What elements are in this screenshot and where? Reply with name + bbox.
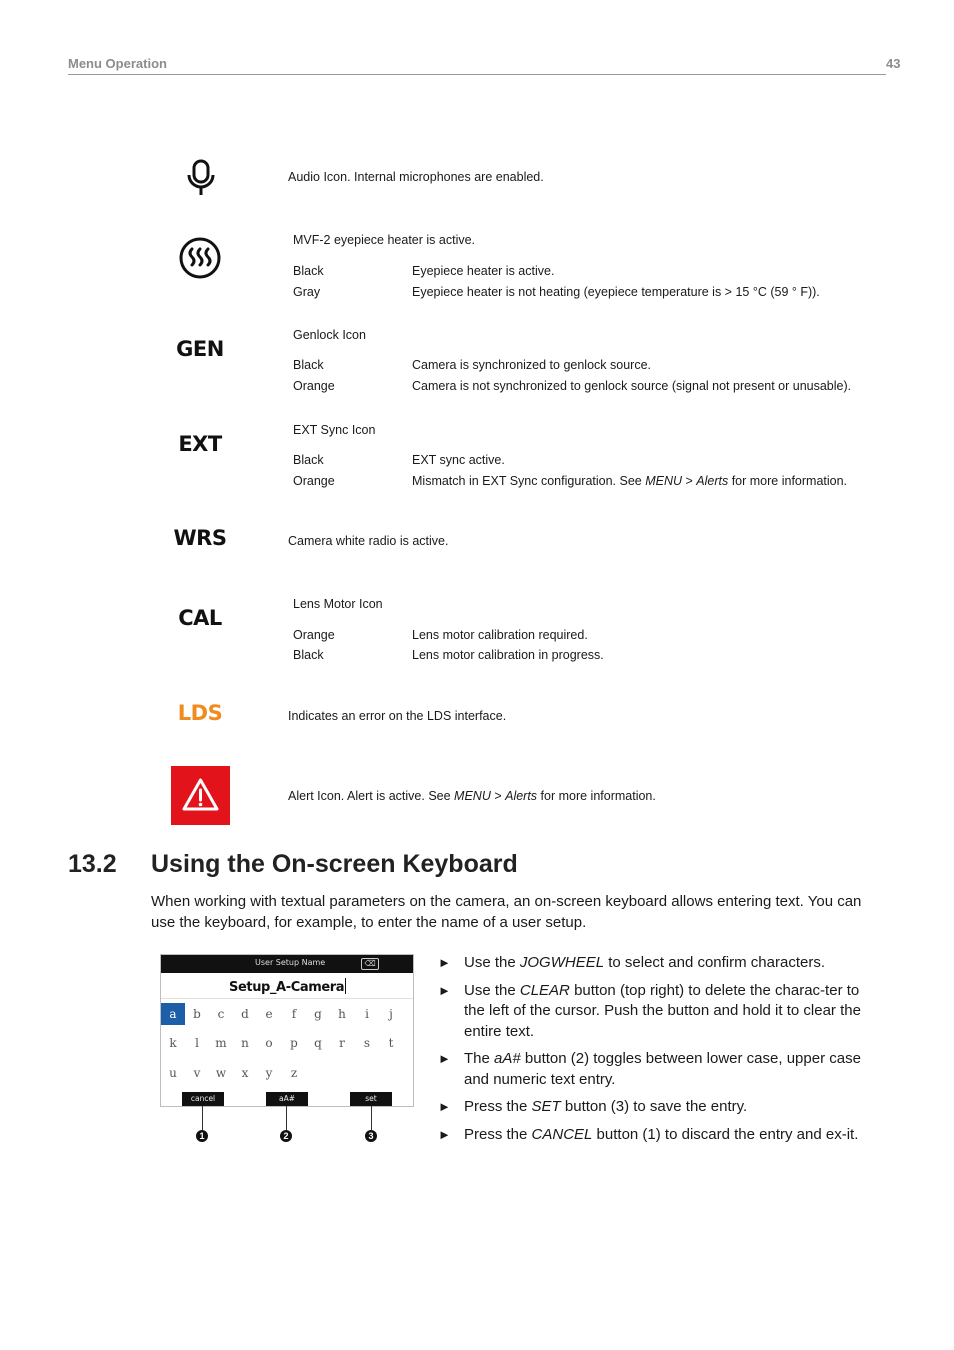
menu-ref: MENU	[645, 474, 683, 488]
genlock-state-orange: Orange	[293, 379, 335, 393]
audio-icon-description: Audio Icon. Internal microphones are enabled.	[288, 170, 544, 184]
ext-title: EXT Sync Icon	[293, 423, 376, 437]
list-item	[438, 1125, 878, 1146]
input-underline	[161, 998, 413, 999]
keyboard-title-bar	[161, 955, 413, 973]
ext-state-black: Black	[293, 453, 324, 467]
bullet-emphasis: CANCEL	[531, 1125, 593, 1143]
heater-state-gray: Gray	[293, 285, 321, 299]
list-item	[438, 981, 878, 1043]
menu-sep: >	[682, 474, 697, 488]
callout-2: 2	[280, 1130, 292, 1142]
key-t[interactable]: t	[388, 1036, 394, 1050]
set-button[interactable]: set	[350, 1092, 392, 1106]
section-intro: When working with textual parameters on the camera, an on-screen keyboard allows entering text. You can use the keyboard, for example, to enter the name of a user setup.	[151, 893, 862, 931]
bullet-text: button (2) toggles between lower case, upper case and numeric text entry.	[464, 1050, 861, 1088]
key-d[interactable]: d	[241, 1007, 249, 1021]
cancel-button[interactable]: cancel	[182, 1092, 224, 1106]
bullet-text: button (1) to discard the entry and ex-it.	[592, 1125, 859, 1143]
key-u[interactable]: u	[169, 1066, 177, 1080]
bullet-text: button (3) to save the entry.	[560, 1098, 748, 1115]
key-y[interactable]: y	[265, 1066, 273, 1080]
alert-tail: for more information.	[537, 789, 656, 803]
cal-meaning-orange: Lens motor calibration required.	[412, 628, 588, 642]
wrs-description: Camera white radio is active.	[288, 534, 449, 548]
callout-1: 1	[196, 1130, 208, 1142]
bullet-text: to select and confirm characters.	[604, 954, 825, 971]
running-header-section: Menu Operation	[68, 56, 167, 71]
key-v[interactable]: v	[193, 1066, 201, 1080]
list-item	[438, 1049, 878, 1090]
key-i[interactable]: i	[365, 1007, 369, 1021]
onscreen-keyboard-screenshot	[160, 954, 414, 1107]
alert-icon	[171, 766, 230, 825]
microphone-icon	[182, 158, 220, 203]
key-m[interactable]: m	[215, 1036, 227, 1050]
key-k[interactable]: k	[169, 1036, 177, 1050]
key-a[interactable]: a	[161, 1003, 185, 1025]
bullet-text: Press the	[464, 1098, 532, 1115]
instruction-list	[438, 953, 878, 1152]
key-l[interactable]: l	[195, 1036, 199, 1050]
callout-3: 3	[365, 1130, 377, 1142]
heater-title: MVF-2 eyepiece heater is active.	[293, 233, 476, 247]
lds-icon: LDS	[177, 701, 223, 725]
lds-description: Indicates an error on the LDS interface.	[288, 709, 507, 723]
key-w[interactable]: w	[215, 1066, 227, 1080]
key-h[interactable]: h	[338, 1007, 346, 1021]
header-rule	[68, 74, 886, 75]
genlock-state-black: Black	[293, 358, 324, 372]
bullet-text: Use the	[464, 981, 520, 999]
ext-meaning-orange	[412, 474, 847, 488]
lens-motor-icon: CAL	[178, 606, 222, 630]
key-q[interactable]: q	[314, 1036, 322, 1050]
bullet-emphasis: SET	[531, 1098, 561, 1115]
key-b[interactable]: b	[193, 1007, 201, 1021]
key-n[interactable]: n	[241, 1036, 249, 1050]
bullet-arrow-icon: ►	[438, 1099, 451, 1114]
bullet-arrow-icon: ►	[438, 1126, 451, 1142]
keyboard-input-value[interactable]: Setup_A-Camera	[229, 980, 345, 995]
ext-meaning-tail: for more information.	[728, 474, 848, 488]
ext-state-orange: Orange	[293, 474, 335, 488]
ext-sync-icon: EXT	[178, 432, 222, 456]
key-f[interactable]: f	[291, 1007, 297, 1021]
list-item	[438, 953, 878, 974]
page-number: 43	[886, 56, 901, 71]
cal-state-black: Black	[293, 648, 324, 662]
clear-backspace-icon[interactable]: ⌫	[361, 958, 379, 970]
cal-meaning-black: Lens motor calibration in progress.	[412, 648, 604, 662]
keyboard-title: User Setup Name	[255, 958, 326, 967]
key-r[interactable]: r	[339, 1036, 345, 1050]
key-x[interactable]: x	[241, 1066, 249, 1080]
alert-sep: >	[490, 789, 506, 803]
eyepiece-heater-icon	[178, 236, 222, 285]
genlock-meaning-black: Camera is synchronized to genlock source.	[412, 358, 652, 372]
callout-line-2	[286, 1106, 287, 1130]
genlock-icon: GEN	[176, 337, 224, 361]
key-g[interactable]: g	[314, 1007, 322, 1021]
bullet-emphasis: CLEAR	[519, 981, 570, 999]
white-radio-icon: WRS	[173, 526, 227, 550]
key-o[interactable]: o	[265, 1036, 273, 1050]
alert-text: Alert Icon. Alert is active. See	[288, 789, 455, 803]
bullet-emphasis: JOGWHEEL	[519, 954, 605, 971]
callout-line-1	[202, 1106, 203, 1130]
key-j[interactable]: j	[389, 1007, 393, 1021]
alert-alerts-ref: Alerts	[505, 789, 538, 803]
bullet-emphasis: aA#	[494, 1050, 521, 1067]
key-c[interactable]: c	[217, 1007, 225, 1021]
alert-description	[288, 789, 656, 803]
lens-motor-title: Lens Motor Icon	[293, 597, 383, 611]
section-title: Using the On-screen Keyboard	[151, 850, 518, 878]
bullet-text: button (top right) to delete the charac-ter to the left of the cursor. Push the button and hold it to clear the entire text.	[464, 981, 861, 1040]
alert-menu-ref: MENU	[454, 789, 491, 803]
ext-meaning-text: Mismatch in EXT Sync configuration. See	[412, 474, 646, 488]
bullet-arrow-icon: ►	[438, 1051, 451, 1066]
key-z[interactable]: z	[290, 1066, 298, 1080]
key-e[interactable]: e	[265, 1007, 273, 1021]
list-item	[438, 1097, 878, 1118]
section-number: 13.2	[68, 850, 117, 878]
bullet-arrow-icon: ►	[438, 982, 451, 998]
cal-state-orange: Orange	[293, 628, 335, 642]
bullet-arrow-icon: ►	[438, 955, 451, 970]
heater-meaning-gray: Eyepiece heater is not heating (eyepiece temperature is > 15 °C (59 ° F)).	[412, 285, 820, 299]
alerts-ref: Alerts	[696, 474, 729, 488]
callout-line-3	[371, 1106, 372, 1130]
genlock-meaning-orange: Camera is not synchronized to genlock source (signal not present or unusable).	[412, 379, 852, 393]
case-toggle-button[interactable]: aA#	[266, 1092, 308, 1106]
key-p[interactable]: p	[290, 1036, 298, 1050]
ext-meaning-black: EXT sync active.	[412, 453, 505, 467]
key-s[interactable]: s	[363, 1036, 371, 1050]
heater-state-black: Black	[293, 264, 324, 278]
heater-meaning-black: Eyepiece heater is active.	[412, 264, 555, 278]
bullet-text: The	[464, 1050, 495, 1067]
bullet-text: Use the	[464, 954, 520, 971]
genlock-title: Genlock Icon	[293, 328, 366, 342]
bullet-text: Press the	[464, 1125, 532, 1143]
